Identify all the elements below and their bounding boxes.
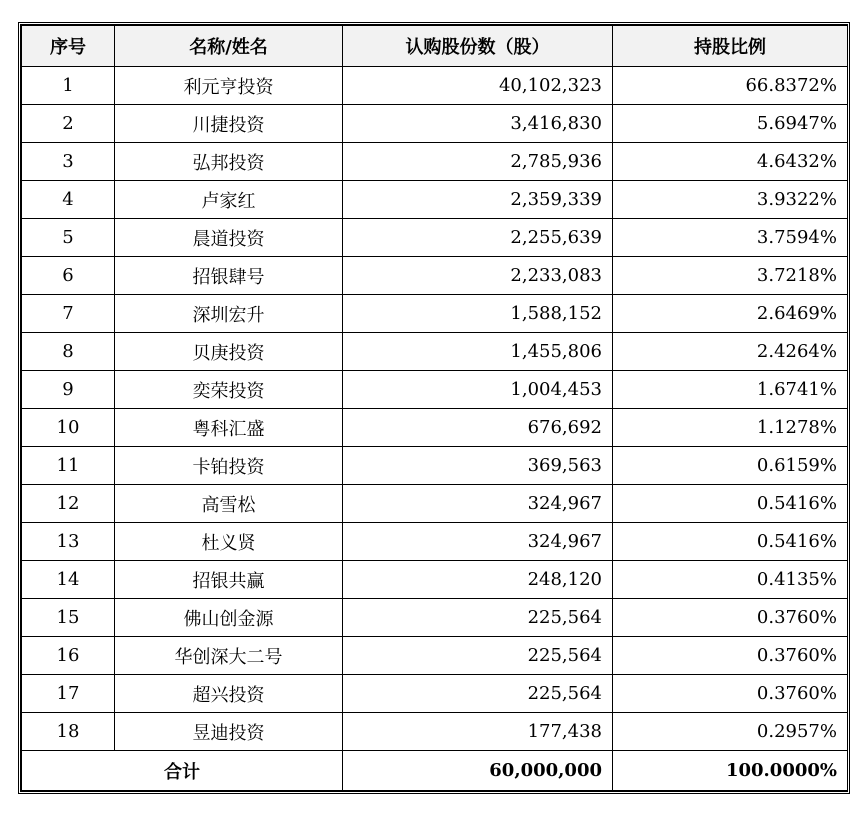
row-name: 高雪松 — [115, 485, 343, 523]
row-subscribed-shares: 248,120 — [343, 561, 613, 599]
row-serial-no: 4 — [22, 181, 115, 219]
row-holding-ratio: 0.3760% — [613, 599, 848, 637]
row-subscribed-shares: 225,564 — [343, 599, 613, 637]
row-serial-no: 7 — [22, 295, 115, 333]
row-name: 贝庚投资 — [115, 333, 343, 371]
row-holding-ratio: 1.1278% — [613, 409, 848, 447]
row-subscribed-shares: 3,416,830 — [343, 105, 613, 143]
row-serial-no: 16 — [22, 637, 115, 675]
table-row — [22, 637, 848, 675]
table-row — [22, 713, 848, 751]
row-subscribed-shares: 2,255,639 — [343, 219, 613, 257]
row-name: 杜义贤 — [115, 523, 343, 561]
row-serial-no: 14 — [22, 561, 115, 599]
row-holding-ratio: 1.6741% — [613, 371, 848, 409]
row-holding-ratio: 0.3760% — [613, 675, 848, 713]
row-holding-ratio: 0.3760% — [613, 637, 848, 675]
row-holding-ratio: 0.2957% — [613, 713, 848, 751]
row-serial-no: 18 — [22, 713, 115, 751]
row-serial-no: 8 — [22, 333, 115, 371]
row-holding-ratio: 3.9322% — [613, 181, 848, 219]
table-header-row — [22, 26, 848, 67]
table-row — [22, 409, 848, 447]
row-serial-no: 6 — [22, 257, 115, 295]
table-row — [22, 485, 848, 523]
table-row — [22, 295, 848, 333]
row-subscribed-shares: 2,359,339 — [343, 181, 613, 219]
row-holding-ratio: 2.6469% — [613, 295, 848, 333]
row-name: 招银共赢 — [115, 561, 343, 599]
row-serial-no: 12 — [22, 485, 115, 523]
table-row — [22, 599, 848, 637]
header-holding-ratio: 持股比例 — [613, 26, 848, 67]
row-holding-ratio: 5.6947% — [613, 105, 848, 143]
row-name: 深圳宏升 — [115, 295, 343, 333]
row-subscribed-shares: 2,233,083 — [343, 257, 613, 295]
row-serial-no: 3 — [22, 143, 115, 181]
table-row — [22, 447, 848, 485]
row-serial-no: 1 — [22, 67, 115, 105]
row-holding-ratio: 0.4135% — [613, 561, 848, 599]
row-subscribed-shares: 324,967 — [343, 523, 613, 561]
table-row — [22, 333, 848, 371]
table-row — [22, 219, 848, 257]
row-name: 川捷投资 — [115, 105, 343, 143]
row-name: 卢家红 — [115, 181, 343, 219]
row-name: 华创深大二号 — [115, 637, 343, 675]
row-subscribed-shares: 2,785,936 — [343, 143, 613, 181]
row-name: 超兴投资 — [115, 675, 343, 713]
row-holding-ratio: 3.7218% — [613, 257, 848, 295]
row-serial-no: 9 — [22, 371, 115, 409]
row-subscribed-shares: 369,563 — [343, 447, 613, 485]
row-subscribed-shares: 1,004,453 — [343, 371, 613, 409]
row-subscribed-shares: 177,438 — [343, 713, 613, 751]
row-subscribed-shares: 225,564 — [343, 637, 613, 675]
header-serial-no: 序号 — [22, 26, 115, 67]
row-holding-ratio: 2.4264% — [613, 333, 848, 371]
row-subscribed-shares: 1,455,806 — [343, 333, 613, 371]
total-holding-ratio: 100.0000% — [613, 751, 848, 791]
row-serial-no: 2 — [22, 105, 115, 143]
table-row — [22, 67, 848, 105]
row-name: 晨道投资 — [115, 219, 343, 257]
row-serial-no: 11 — [22, 447, 115, 485]
row-serial-no: 15 — [22, 599, 115, 637]
row-holding-ratio: 0.5416% — [613, 523, 848, 561]
row-holding-ratio: 0.5416% — [613, 485, 848, 523]
total-label: 合计 — [22, 751, 343, 791]
row-name: 招银肆号 — [115, 257, 343, 295]
table-total-row — [22, 751, 848, 791]
row-serial-no: 5 — [22, 219, 115, 257]
table-row — [22, 561, 848, 599]
row-name: 昱迪投资 — [115, 713, 343, 751]
total-shares: 60,000,000 — [343, 751, 613, 791]
row-name: 佛山创金源 — [115, 599, 343, 637]
row-name: 卡铂投资 — [115, 447, 343, 485]
row-subscribed-shares: 40,102,323 — [343, 67, 613, 105]
row-serial-no: 13 — [22, 523, 115, 561]
table-row — [22, 523, 848, 561]
header-subscribed-shares: 认购股份数（股） — [343, 26, 613, 67]
table-row — [22, 143, 848, 181]
row-serial-no: 10 — [22, 409, 115, 447]
row-holding-ratio: 3.7594% — [613, 219, 848, 257]
row-name: 奕荣投资 — [115, 371, 343, 409]
table-row — [22, 371, 848, 409]
row-subscribed-shares: 324,967 — [343, 485, 613, 523]
row-name: 利元亨投资 — [115, 67, 343, 105]
row-name: 粤科汇盛 — [115, 409, 343, 447]
table-row — [22, 105, 848, 143]
row-serial-no: 17 — [22, 675, 115, 713]
shareholding-table — [21, 25, 848, 791]
row-name: 弘邦投资 — [115, 143, 343, 181]
table-row — [22, 675, 848, 713]
row-subscribed-shares: 676,692 — [343, 409, 613, 447]
shareholding-table-container — [18, 22, 850, 794]
header-name: 名称/姓名 — [115, 26, 343, 67]
row-holding-ratio: 0.6159% — [613, 447, 848, 485]
row-holding-ratio: 66.8372% — [613, 67, 848, 105]
table-row — [22, 181, 848, 219]
row-subscribed-shares: 1,588,152 — [343, 295, 613, 333]
row-subscribed-shares: 225,564 — [343, 675, 613, 713]
table-row — [22, 257, 848, 295]
row-holding-ratio: 4.6432% — [613, 143, 848, 181]
